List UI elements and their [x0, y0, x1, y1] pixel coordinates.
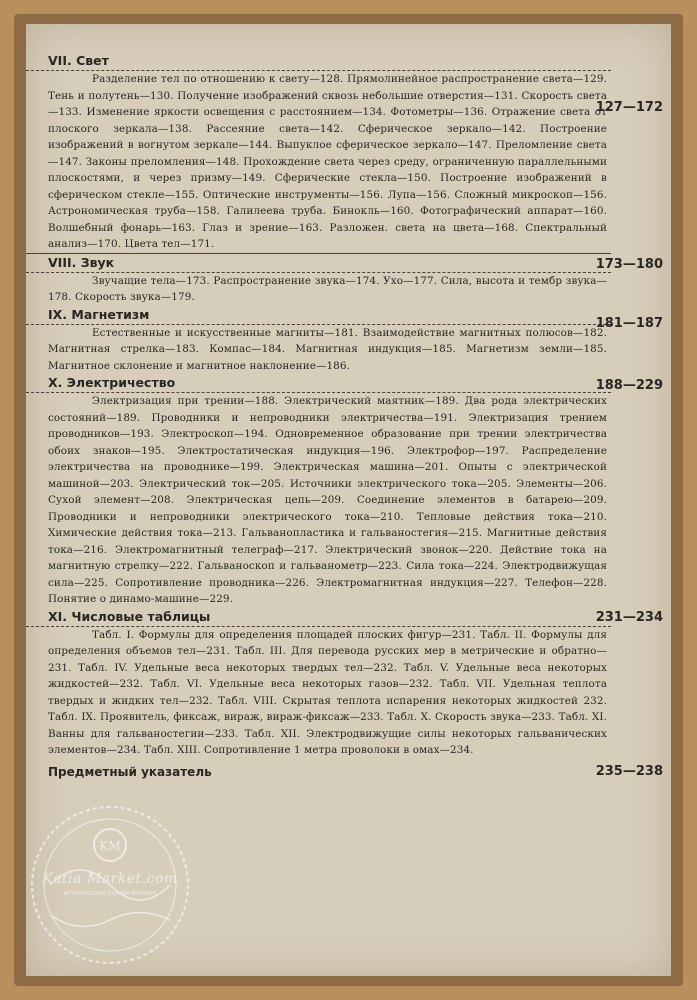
- section-text: Естественные и искусственные магниты—181. Взаимодействие магнитных полюсов—182. Магнитная стрелка—183. Компас—184. Магнитная индукция—185. Магнетизм земли—185. Магнитное склонение и магнитное наклонение—186.: [48, 326, 607, 372]
- subject-index-row: [26, 763, 671, 781]
- watermark-logo: [20, 795, 200, 975]
- watermark-monogram: KM: [99, 839, 121, 853]
- section-light: [26, 52, 671, 253]
- section-pages: 188—229: [595, 378, 663, 393]
- section-text: Звучащие тела—173. Распространение звука—174. Ухо—177. Сила, высота и тембр звука—178. Скорость звука—179.: [48, 274, 607, 303]
- subject-index-title: Предметный указатель: [48, 764, 212, 779]
- section-title: VII. Свет: [26, 52, 611, 71]
- section-text: Электризация при трении—188. Электрический маятник—189. Два рода электрических состояний—189. Проводники и непроводники электричества—191. Электризация трением проводников—193. Электроскоп—194. Одновременное образование при трении электричества обоих знаков—195. Электростатическая индукция—196. Электрофор—197. Распределение электричества на проводнике—199. Электрическая машина—201. Опыты с электрической машиной—203. Электрический ток—205. Источники электрического тока—205. Элементы—206. Сухой элемент—208. Электрическая цепь—209. Соединение элементов в батарею—209. Проводники и непроводники электрического тока—210. Тепловые действия тока—210. Химические действия тока—213. Гальванопластика и гальваностегия—215. Магнитные действия тока—216. Электромагнитный телеграф—217. Электрический звонок—220. Действие тока на магнитную стрелку—222. Гальваноскоп и гальванометр—223. Сила тока—224. Электродвижущая сила—225. Сопротивление проводника—226. Электромагнитная индукция—227. Телефон—228. Понятие о динамо-машине—229.: [48, 395, 607, 605]
- section-title: VIII. Звук: [26, 253, 611, 273]
- watermark-tagline: ИСТОРИЧЕСКИЙ ОНЛАЙН МАГАЗИН: [63, 891, 157, 897]
- subject-index-pages: 235—238: [595, 763, 663, 779]
- watermark-name: Katia Market.com: [42, 871, 178, 887]
- section-magnetism: [26, 306, 671, 375]
- section-pages: 173—180: [595, 256, 663, 272]
- section-title: XI. Числовые таблицы: [26, 608, 611, 627]
- section-text: Разделение тел по отношению к свету—128. Прямолинейное распространение света—129. Тень и полутень—130. Получение изображений сквозь небольшие отверстия—131. Скорость света—133. Изменение яркости освещения с расстоянием—134. Фотометры—136. Отражение света от плоского зеркала—138. Рассеяние света—142. Сферическое зеркало—142. Построение изображений в вогнутом зеркале—144. Выпуклое сферическое зеркало—147. Преломление света—147. Законы преломления—148. Прохождение света через среду, ограниченную параллельными плоскостями, и через призму—149. Сферические стекла—150. Построение изображений в сферическом стекле—155. Оптические инструменты—156. Лупа—156. Сложный микроскоп—156. Астрономическая труба—158. Галилеева труба. Бинокль—160. Фотографический аппарат—160. Волшебный фонарь—163. Глаз и зрение—163. Разложен. света на цвета—168. Спектральный анализ—170. Цвета тел—171.: [48, 73, 607, 250]
- section-pages: 231—234: [595, 609, 663, 625]
- section-sound: [26, 253, 671, 306]
- section-title: X. Электричество: [26, 374, 611, 393]
- section-pages: 127—172: [595, 100, 663, 115]
- section-text: Табл. I. Формулы для определения площадей плоских фигур—231. Табл. II. Формулы для определения объемов тел—231. Табл. III. Для перевода русских мер в метрические и обратно—231. Табл. IV. Удельные веса некоторых твердых тел—232. Табл. V. Удельные веса некоторых жидкостей—232. Табл. VI. Удельные веса некоторых газов—232. Табл. VII. Удельная теплота твердых и жидких тел—232. Табл. VIII. Скрытая теплота испарения некоторых жидкостей 232. Табл. IX. Проявитель, фиксаж, вираж, вираж-фиксаж—233. Табл. X. Скорость звука—233. Табл. XI. Ванны для гальваностегии—233. Табл. XII. Электродвижущие силы некоторых гальванических элементов—234. Табл. XIII. Сопротивление 1 метра проволоки в омах—234.: [48, 628, 607, 756]
- section-tables: [26, 608, 671, 759]
- section-pages: 181—187: [595, 315, 663, 331]
- section-electricity: [26, 374, 671, 608]
- section-title: IX. Магнетизм: [26, 306, 611, 325]
